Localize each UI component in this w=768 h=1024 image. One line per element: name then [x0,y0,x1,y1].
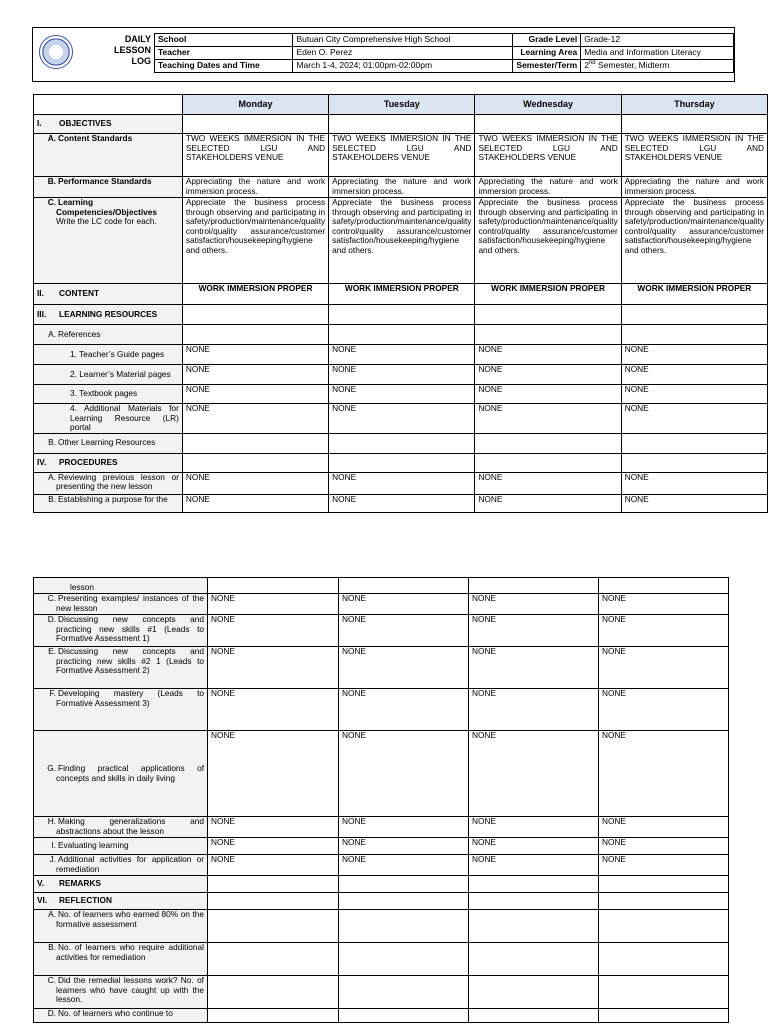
cell-none: NONE [475,404,621,434]
procedure-row-e [34,647,729,689]
procedures-row [34,453,768,472]
dll-header [32,27,735,82]
learning-area-label: Learning Area [513,47,581,60]
cell-none: NONE [339,855,469,876]
performance-standards-label: B. Performance Standards [34,177,183,198]
cell-none: NONE [208,731,339,817]
cell-none: NONE [329,365,475,385]
cell-none: NONE [329,385,475,404]
procedure-row-b-continued [34,578,729,594]
procedure-label-h: H. Making generalizations and abstractions about the lesson [34,817,208,838]
cell-none: NONE [469,855,599,876]
cell-none: NONE [208,615,339,647]
procedure-label-a: A. Reviewing previous lesson or presenting the new lesson [34,472,183,494]
reflection-row [34,893,729,910]
day-header-monday: Monday [182,95,328,115]
teacher-label: Teacher [155,47,293,60]
procedure-row-j [34,855,729,876]
procedure-row-b [34,494,768,512]
cell-none: NONE [599,689,729,731]
content-standards-monday: TWO WEEKS IMMERSION IN THE SELECTED LGU AND STAKEHOLDERS VENUE [182,134,328,177]
procedure-row-a [34,472,768,494]
references-label: A. References [34,325,183,345]
procedure-label-d: D. Discussing new concepts and practicing new skills #1 (Leads to Formative Assessment 1) [34,615,208,647]
cell-none: NONE [329,404,475,434]
cell-none: NONE [208,817,339,838]
competencies-row [34,198,768,284]
learning-resources-row [34,305,768,325]
content-standards-tuesday: TWO WEEKS IMMERSION IN THE SELECTED LGU AND STAKEHOLDERS VENUE [329,134,475,177]
procedure-label-b-continued: lesson [34,578,208,594]
competencies-monday: Appreciate the business process through observing and participating in safety/production/maintenance/quality control/quality assurance/customer satisfaction/housekeeping/hygiene and others. [182,198,328,284]
procedure-row-h [34,817,729,838]
additional-materials-row [34,404,768,434]
cell-none: NONE [182,365,328,385]
performance-standards-row [34,177,768,198]
procedure-label-c: C. Presenting examples/ instances of the new lesson [34,594,208,615]
section-remarks: V. REMARKS [34,876,208,893]
learners-material-row [34,365,768,385]
cell-none: NONE [469,594,599,615]
cell-none: NONE [208,838,339,855]
day-header-thursday: Thursday [621,95,767,115]
procedure-label-i: I. Evaluating learning [34,838,208,855]
cell-none: NONE [599,731,729,817]
day-header-wednesday: Wednesday [475,95,621,115]
competencies-thursday: Appreciate the business process through observing and participating in safety/production/maintenance/quality control/quality assurance/customer satisfaction/housekeeping/hygiene and others. [621,198,767,284]
school-value: Butuan City Comprehensive High School [293,34,513,47]
header-row-school [155,34,734,47]
semester-term-label: Semester/Term [513,60,581,73]
content-standards-wednesday: TWO WEEKS IMMERSION IN THE SELECTED LGU AND STAKEHOLDERS VENUE [475,134,621,177]
cell-none: NONE [208,594,339,615]
reflection-row-b [34,943,729,976]
cell-none: NONE [339,817,469,838]
section-reflection: VI. REFLECTION [34,893,208,910]
cell-none: NONE [599,838,729,855]
cell-none: NONE [621,385,767,404]
cell-none: NONE [208,647,339,689]
grade-level-value: Grade-12 [581,34,734,47]
cell-none: NONE [469,731,599,817]
dll-table-page-2 [33,577,729,1023]
cell-none: NONE [329,494,475,512]
content-standards-thursday: TWO WEEKS IMMERSION IN THE SELECTED LGU AND STAKEHOLDERS VENUE [621,134,767,177]
cell-none: NONE [621,472,767,494]
cell-none: NONE [469,647,599,689]
cell-none: NONE [475,472,621,494]
reflection-row-d [34,1009,729,1023]
content-monday: WORK IMMERSION PROPER [182,284,328,305]
reflection-label-c: C. Did the remedial lessons work? No. of learners who have caught up with the lesson. [34,976,208,1009]
content-standards-row [34,134,768,177]
reflection-label-b: B. No. of learners who require additional activities for remediation [34,943,208,976]
procedure-row-c [34,594,729,615]
cell-none: NONE [329,472,475,494]
learners-material-label: 2. Learner’s Material pages [34,365,183,385]
dll-table-page-1 [33,94,768,513]
cell-none: NONE [208,689,339,731]
reflection-row-a [34,910,729,943]
cell-none: NONE [182,472,328,494]
cell-none: NONE [182,494,328,512]
performance-standards-wednesday: Appreciating the nature and work immersion process. [475,177,621,198]
performance-standards-monday: Appreciating the nature and work immersion process. [182,177,328,198]
cell-none: NONE [329,345,475,365]
day-header-tuesday: Tuesday [329,95,475,115]
competencies-tuesday: Appreciate the business process through observing and participating in safety/production/maintenance/quality control/quality assurance/customer satisfaction/housekeeping/hygiene and others. [329,198,475,284]
procedure-row-i [34,838,729,855]
cell-none: NONE [621,404,767,434]
cell-none: NONE [475,494,621,512]
school-label: School [155,34,293,47]
cell-none: NONE [208,855,339,876]
header-row-dates [155,60,734,73]
teacher-value: Eden O. Perez [293,47,513,60]
cell-none: NONE [475,345,621,365]
references-row [34,325,768,345]
cell-none: NONE [339,594,469,615]
competencies-label: C. Learning Competencies/Objectives Write the LC code for each. [34,198,183,284]
header-row-teacher [155,47,734,60]
section-objectives: I. OBJECTIVES [34,115,183,134]
content-thursday: WORK IMMERSION PROPER [621,284,767,305]
competencies-wednesday: Appreciate the business process through observing and participating in safety/production/maintenance/quality control/quality assurance/customer satisfaction/housekeeping/hygiene and others. [475,198,621,284]
cell-none: NONE [469,817,599,838]
content-tuesday: WORK IMMERSION PROPER [329,284,475,305]
corner-cell [34,95,183,115]
textbook-row [34,385,768,404]
content-standards-label: A. Content Standards [34,134,183,177]
cell-none: NONE [182,345,328,365]
additional-materials-label: 4. Additional Materials for Learning Resource (LR) portal [34,404,183,434]
reflection-label-a: A. No. of learners who earned 80% on the formative assessment [34,910,208,943]
cell-none: NONE [469,615,599,647]
teaching-dates-value: March 1-4, 2024; 01:00pm-02:00pm [293,60,513,73]
deped-seal-icon [39,35,73,69]
teaching-dates-label: Teaching Dates and Time [155,60,293,73]
section-content: II. CONTENT [34,284,183,305]
grade-level-label: Grade Level [513,34,581,47]
reflection-row-c [34,976,729,1009]
procedure-label-b: B. Establishing a purpose for the [34,494,183,512]
header-info-table [154,33,734,73]
cell-none: NONE [339,689,469,731]
content-row [34,284,768,305]
cell-none: NONE [599,647,729,689]
cell-none: NONE [469,838,599,855]
cell-none: NONE [621,365,767,385]
section-procedures: IV. PROCEDURES [34,453,183,472]
procedure-row-d [34,615,729,647]
cell-none: NONE [182,385,328,404]
cell-none: NONE [469,689,599,731]
cell-none: NONE [339,731,469,817]
other-resources-label: B. Other Learning Resources [34,433,183,453]
reflection-label-d: D. No. of learners who continue to [34,1009,208,1023]
procedure-label-g: G. Finding practical applications of concepts and skills in daily living [34,731,208,817]
remarks-row [34,876,729,893]
cell-none: NONE [339,615,469,647]
cell-none: NONE [599,817,729,838]
section-learning-resources: III. LEARNING RESOURCES [34,305,183,325]
cell-none: NONE [599,855,729,876]
cell-none: NONE [339,647,469,689]
cell-none: NONE [621,494,767,512]
days-header-row [34,95,768,115]
cell-none: NONE [475,365,621,385]
teachers-guide-label: 1. Teacher’s Guide pages [34,345,183,365]
procedure-label-j: J. Additional activities for application or remediation [34,855,208,876]
semester-term-value: 2nd Semester, Midterm [581,60,734,73]
procedure-label-f: F. Developing mastery (Leads to Formative Assessment 3) [34,689,208,731]
cell-none: NONE [182,404,328,434]
cell-none: NONE [475,385,621,404]
learning-area-value: Media and Information Literacy [581,47,734,60]
objectives-row [34,115,768,134]
textbook-label: 3. Textbook pages [34,385,183,404]
content-wednesday: WORK IMMERSION PROPER [475,284,621,305]
procedure-row-f [34,689,729,731]
teachers-guide-row [34,345,768,365]
cell-none: NONE [339,838,469,855]
procedure-label-e: E. Discussing new concepts and practicing new skills #2 1 (Leads to Formative Assessment 2) [34,647,208,689]
performance-standards-tuesday: Appreciating the nature and work immersion process. [329,177,475,198]
cell-none: NONE [599,615,729,647]
cell-none: NONE [621,345,767,365]
performance-standards-thursday: Appreciating the nature and work immersion process. [621,177,767,198]
cell-none: NONE [599,594,729,615]
procedure-row-g [34,731,729,817]
dll-title: DAILY LESSON LOG [113,34,151,66]
other-resources-row [34,433,768,453]
